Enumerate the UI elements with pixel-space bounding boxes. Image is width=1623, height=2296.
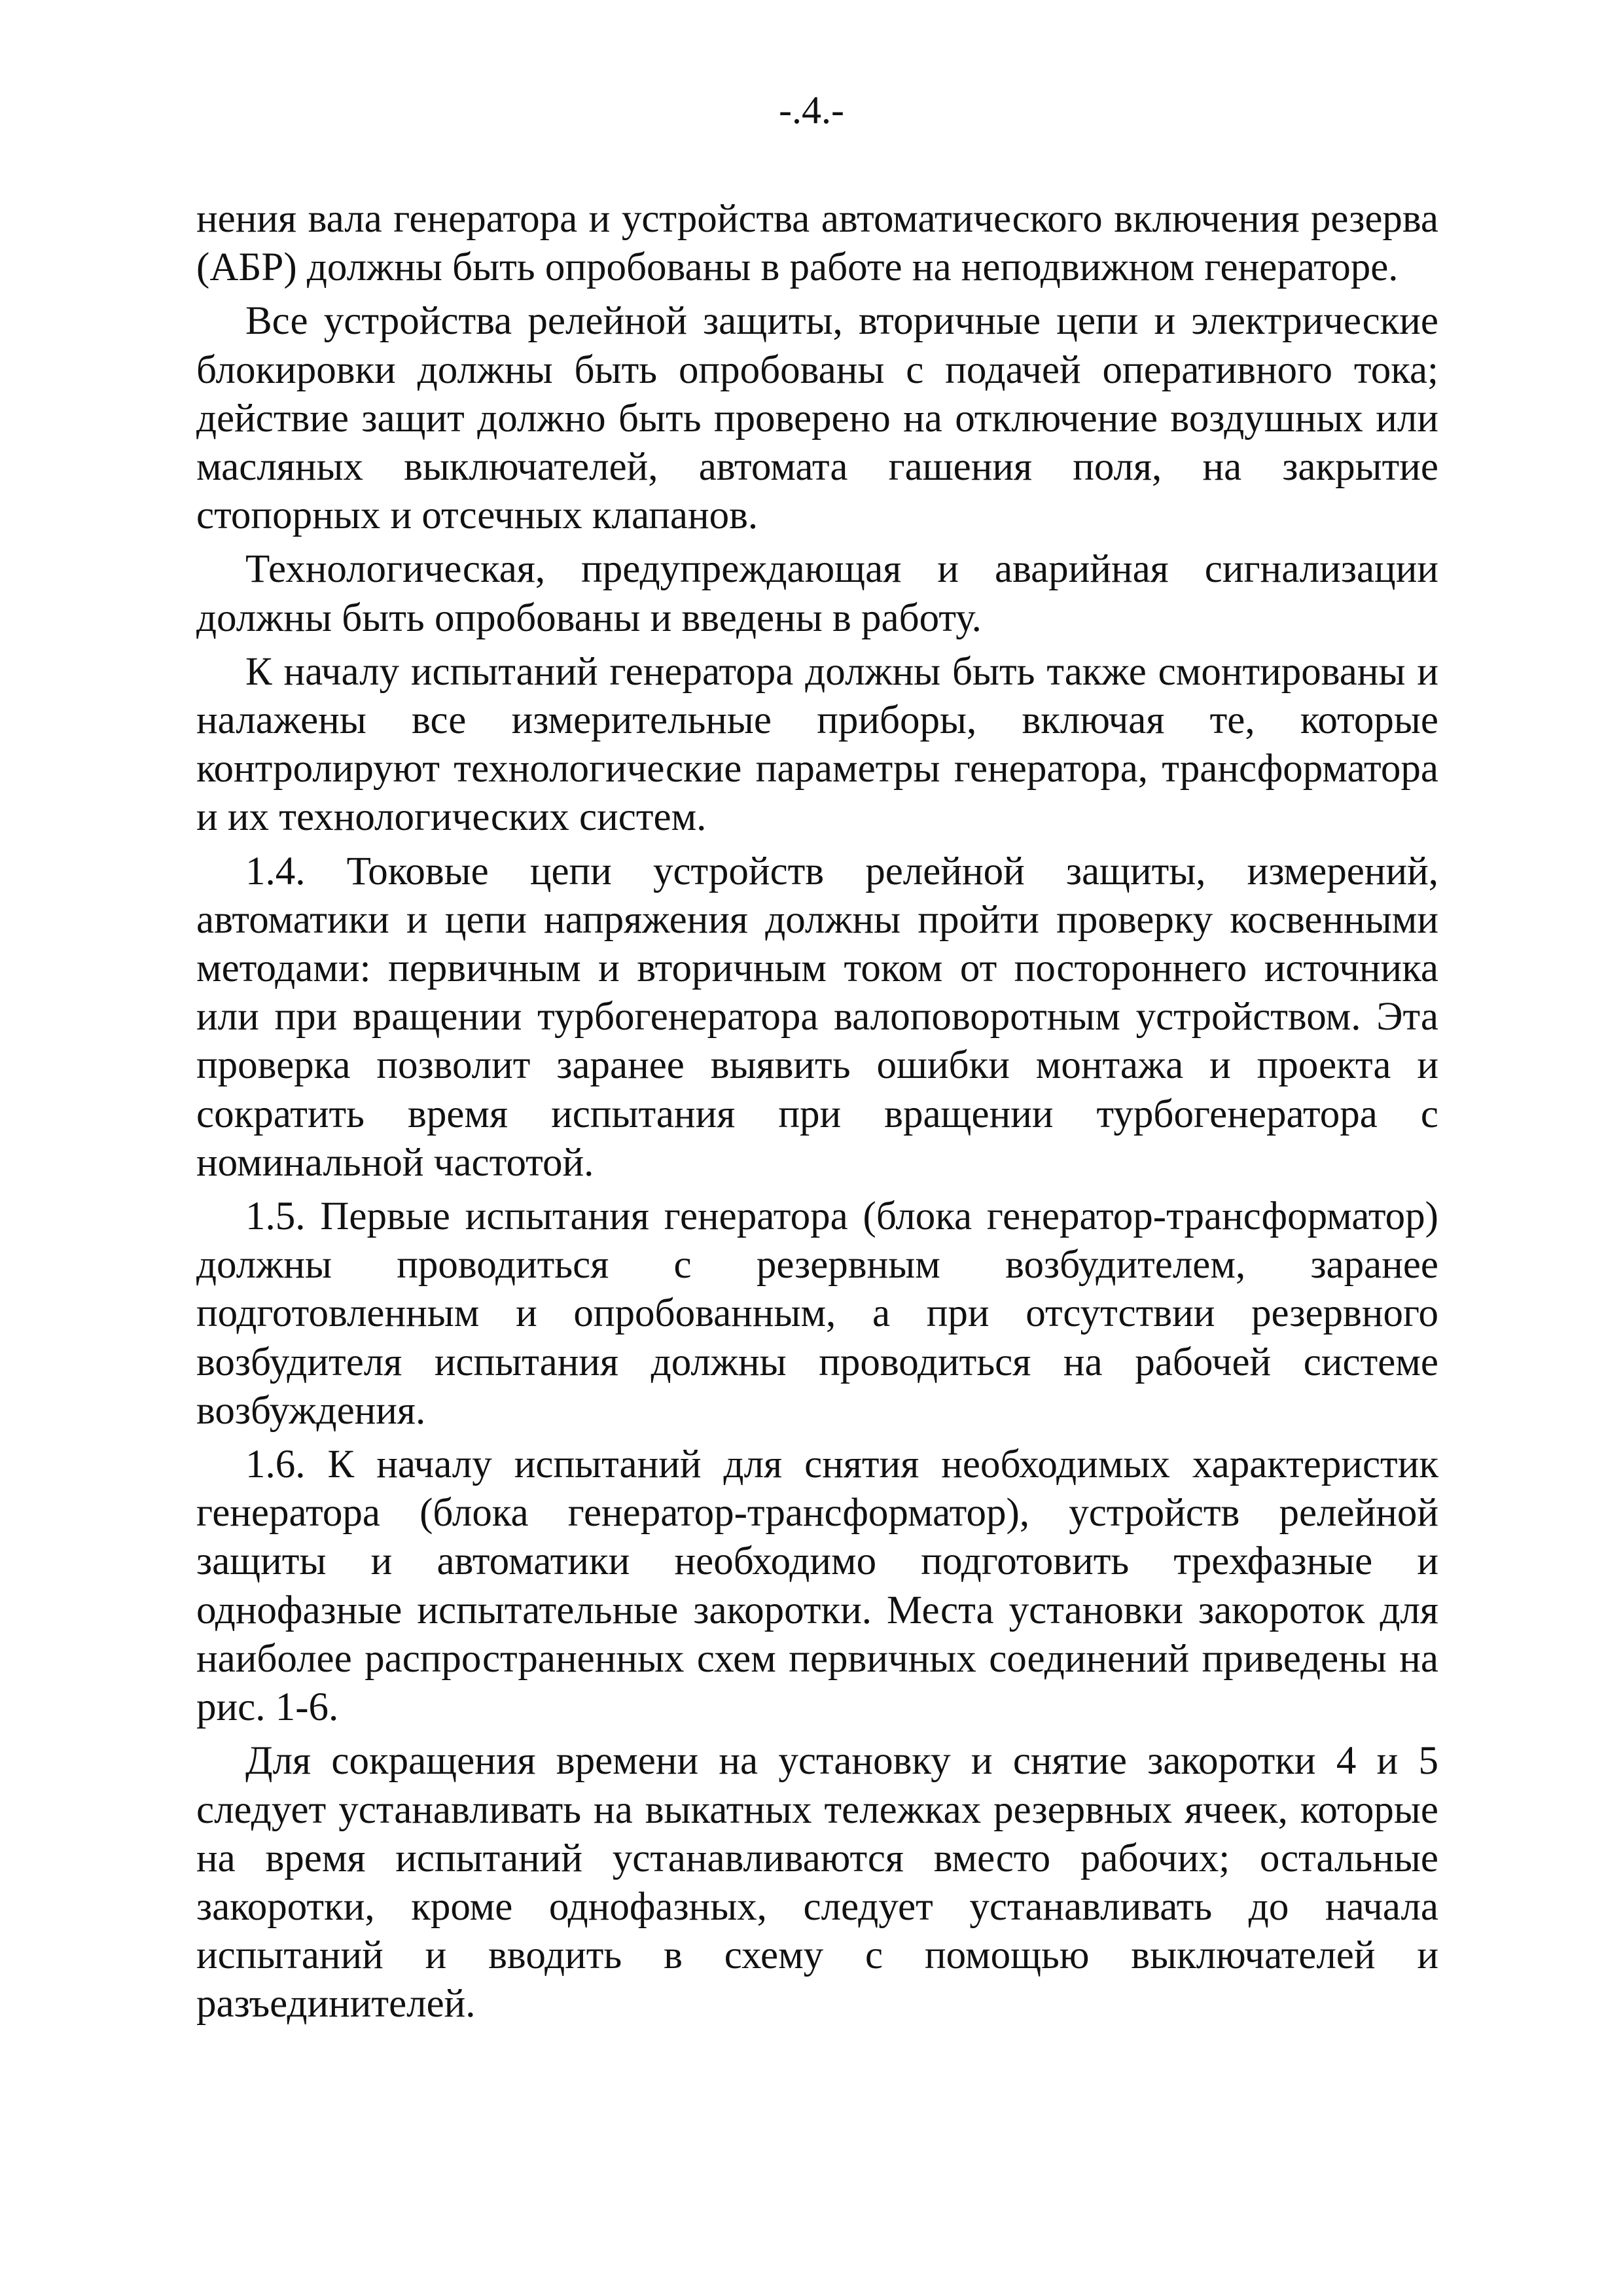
paragraph-1-6-short-circuits: 1.6. К началу испытаний для снятия необходимых характеристик генератора (блока генератор-трансформатор), устройств релейной защиты и автоматики необходимо подготовить трехфазные и однофазные испытательные закоротки. Места установки закороток для наиболее распространенных схем первичных соединений приведены на рис. 1-6. <box>196 1443 1438 1730</box>
paragraph-1-4-current-circuits: 1.4. Токовые цепи устройств релейной защиты, измерений, автоматики и цепи напряжения должны пройти проверку косвенными методами: первичным и вторичным током от постороннего источника или при вращении турбогенератора валоповоротным устройством. Эта проверка позволит заранее выявить ошибки монтажа и проекта и сократить время испытания при вращении турбогенератора с номинальной частотой. <box>196 849 1438 1185</box>
page-number: -.4.- <box>779 88 844 132</box>
paragraph-instruments: К началу испытаний генератора должны быть также смонтированы и налажены все измерительные приборы, включая те, которые контролируют технологические параметры генератора, трансформатора и их технологических систем. <box>196 649 1438 840</box>
paragraph-continuation: нения вала генератора и устройства автоматического включения резерва (АБР) должны быть опробованы в работе на неподвижном генераторе. <box>196 197 1438 290</box>
document-body <box>196 195 1438 2034</box>
paragraph-1-5-first-tests: 1.5. Первые испытания генератора (блока генератор-трансформатор) должны проводиться с резервным возбудителем, заранее подготовленным и опробованным, а при отсутствии резервного возбудителя испытания должны проводиться на рабочей системе возбуждения. <box>196 1194 1438 1433</box>
paragraph-relay-protection: Все устройства релейной защиты, вторичные цепи и электрические блокировки должны быть опробованы с подачей оперативного тока; действие защит должно быть проверено на отключение воздушных или масляных выключателей, автомата гашения поля, на закрытие стопорных и отсечных клапанов. <box>196 299 1438 538</box>
paragraph-short-circuit-installation: Для сокращения времени на установку и снятие закоротки 4 и 5 следует устанавливать на выкатных тележках резервных ячеек, которые на время испытаний устанавливаются вместо рабочих; остальные закоротки, кроме однофазных, следует устанавливать до начала испытаний и вводить в схему с помощью выключателей и разъединителей. <box>196 1739 1438 2026</box>
paragraph-signaling: Технологическая, предупреждающая и аварийная сигнализации должны быть опробованы и введены в работу. <box>196 547 1438 640</box>
